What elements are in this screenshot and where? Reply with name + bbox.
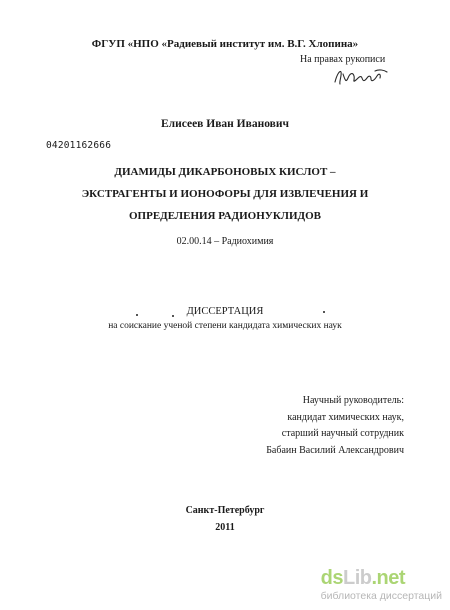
registration-code: 04201162666 (46, 140, 112, 151)
watermark-logo (321, 568, 442, 588)
specialty-code: 02.00.14 – Радиохимия (176, 236, 274, 247)
manuscript-rights-note: На правах рукописи (300, 54, 386, 65)
city: Санкт-Петербург (185, 505, 265, 516)
year: 2011 (215, 522, 235, 533)
advisor-degree: кандидат химических наук, (287, 411, 404, 423)
degree-line: на соискание ученой степени кандидата химических наук (108, 321, 342, 331)
logo-suffix: .net (371, 567, 406, 589)
title-line: ОПРЕДЕЛЕНИЯ РАДИОНУКЛИДОВ (128, 210, 322, 222)
watermark-caption: библиотека диссертаций (320, 590, 442, 602)
logo-middle: Lib (342, 567, 372, 589)
organization-name: ФГУП «НПО «Радиевый институт им. В.Г. Хлопина» (91, 38, 359, 50)
scientific-advisor-block (266, 393, 404, 459)
dslib-watermark (321, 568, 442, 603)
advisor-name: Бабаин Василий Александрович (266, 444, 404, 456)
logo-prefix: ds (320, 567, 343, 589)
title-line: ДИАМИДЫ ДИКАРБОНОВЫХ КИСЛОТ – (114, 166, 336, 178)
title-line: ЭКСТРАГЕНТЫ И ИОНОФОРЫ ДЛЯ ИЗВЛЕЧЕНИЯ И (81, 188, 369, 200)
advisor-heading: Научный руководитель: (302, 395, 404, 406)
dissertation-title (0, 161, 450, 227)
advisor-position: старший научный сотрудник (281, 428, 404, 439)
author-name: Елисеев Иван Иванович (160, 118, 289, 130)
handwritten-signature (331, 66, 391, 88)
document-type: ДИССЕРТАЦИЯ (186, 306, 264, 317)
